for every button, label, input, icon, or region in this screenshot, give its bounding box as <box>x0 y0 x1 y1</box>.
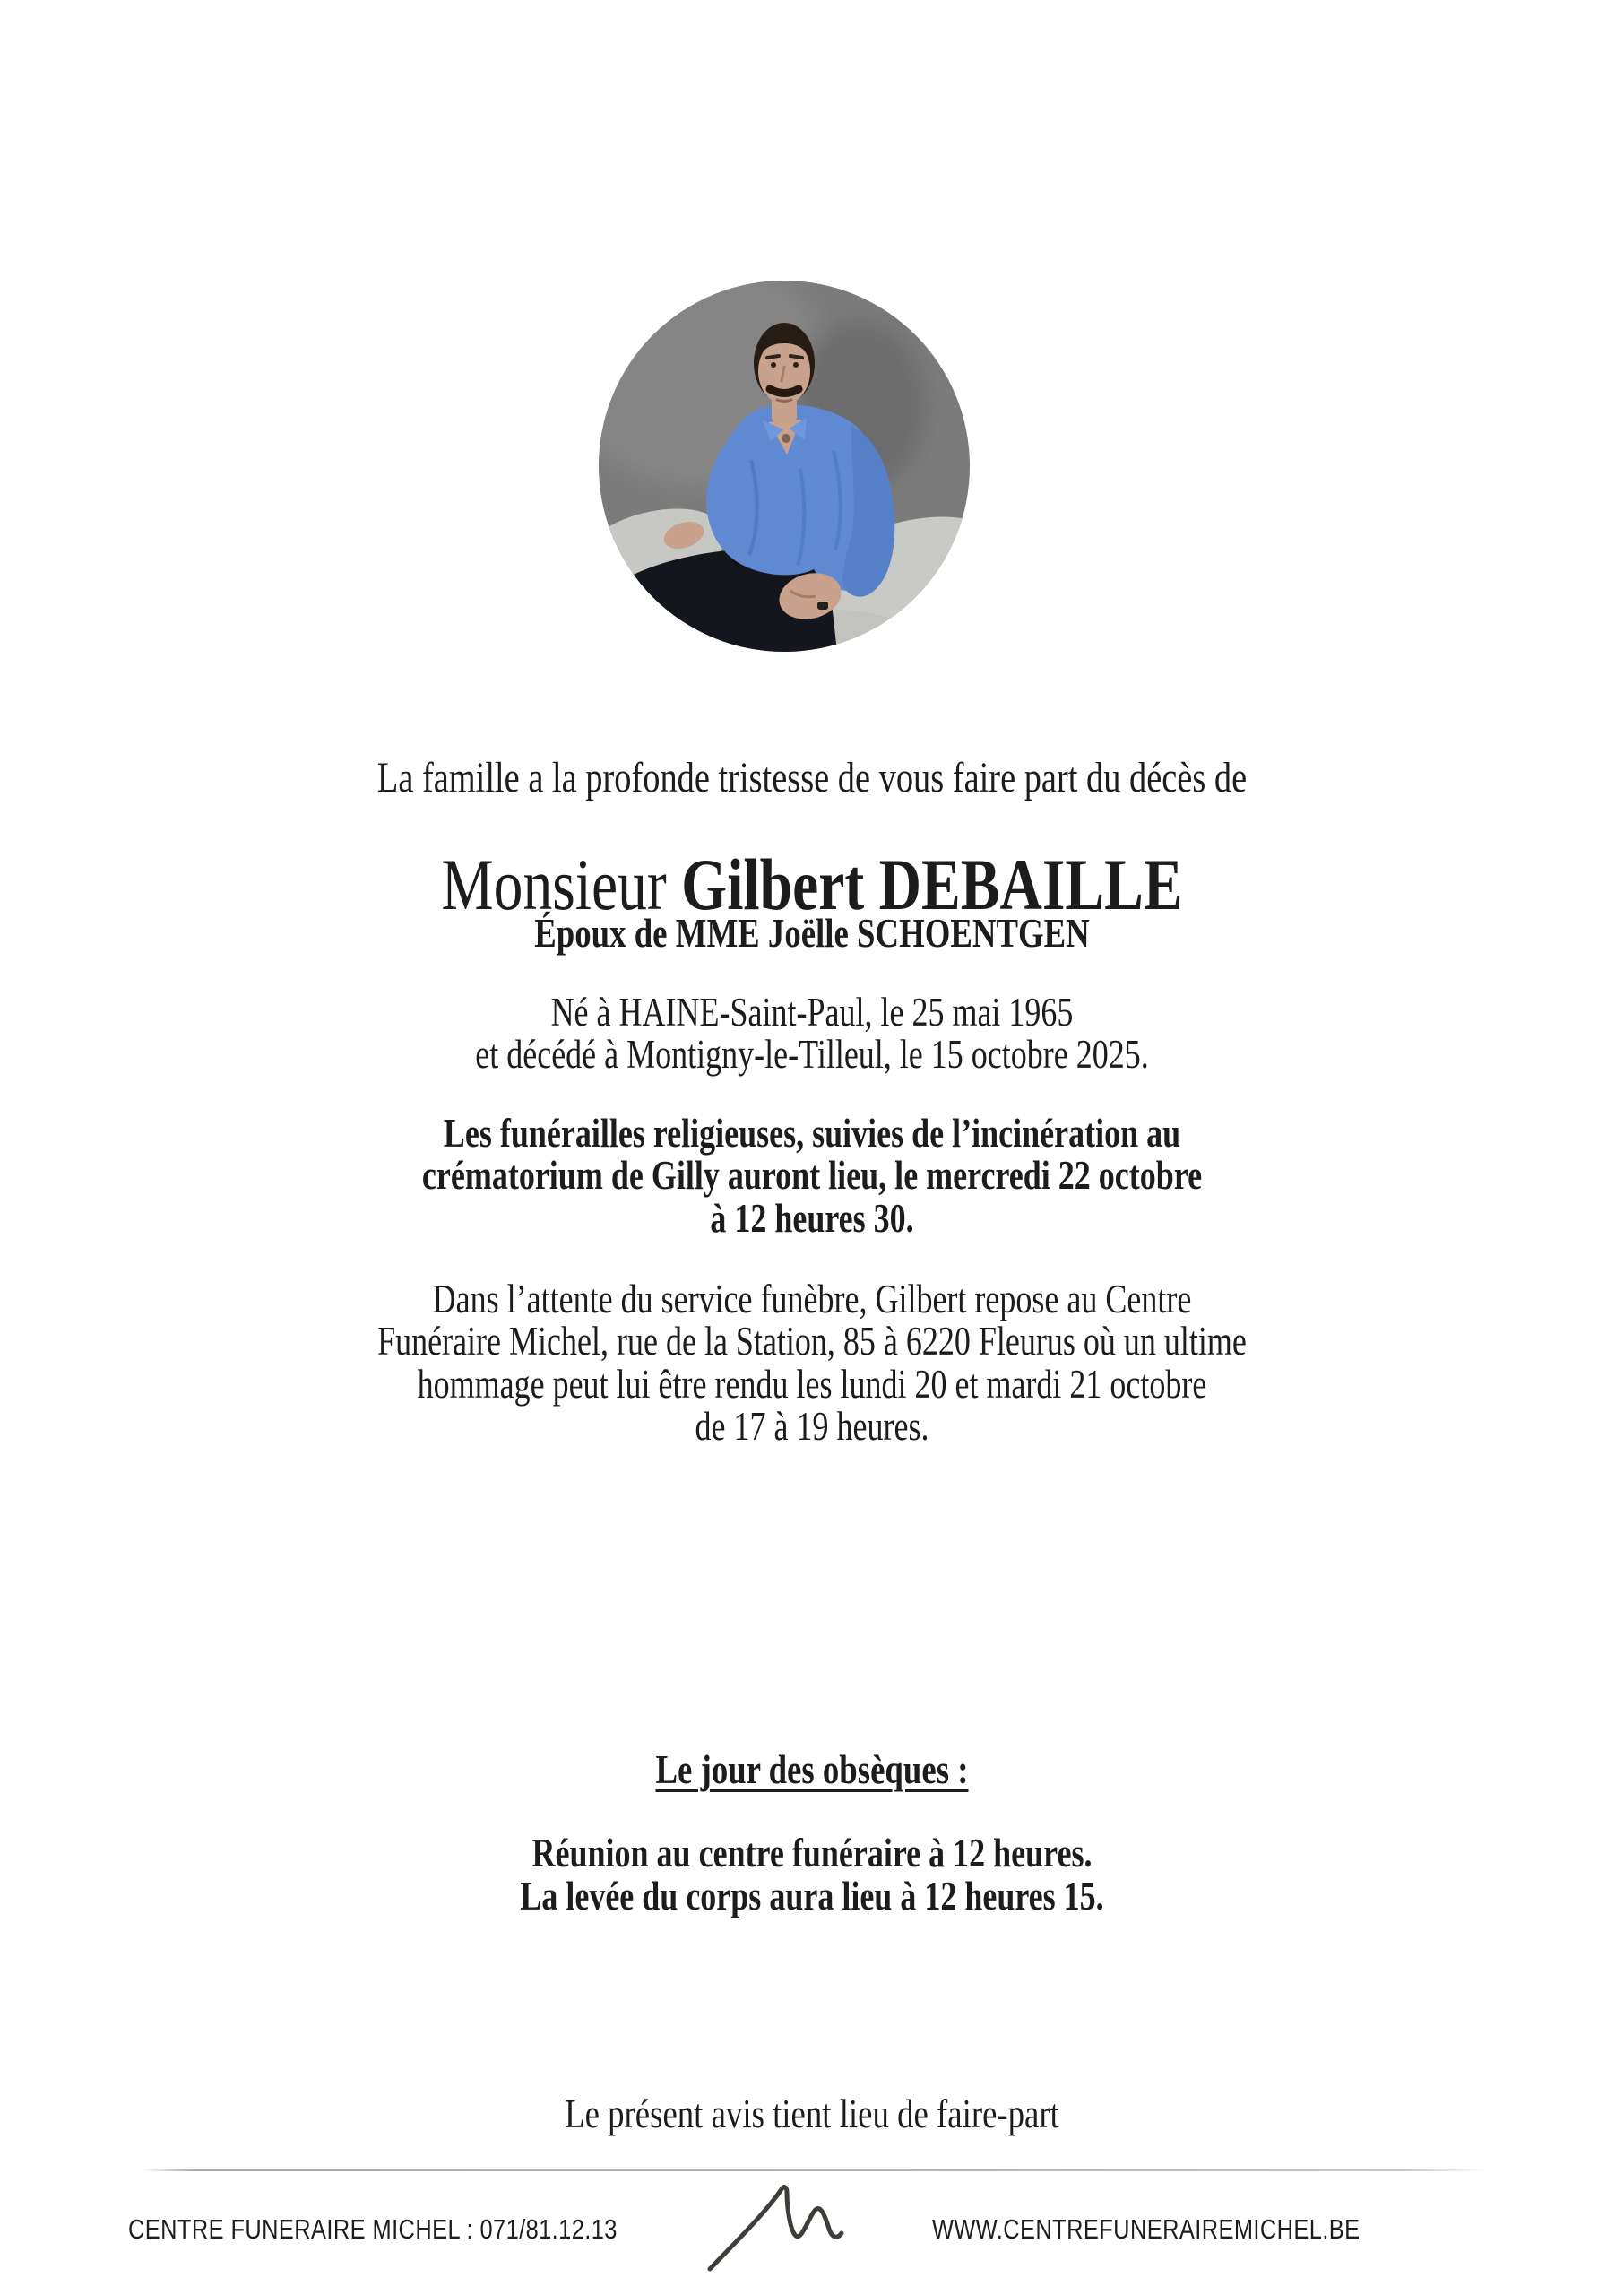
repose-line-1: Dans l’attente du service funèbre, Gilbert repose au Centre <box>432 1277 1192 1321</box>
ceremony-line-1: Réunion au centre funéraire à 12 heures. <box>531 1831 1093 1875</box>
spouse-line: Époux de MME Joëlle SCHOENTGEN <box>534 910 1090 956</box>
ceremony-line-2: La levée du corps aura lieu à 12 heures 15. <box>520 1874 1104 1919</box>
title-name: Gilbert DEBAILLE <box>681 844 1183 925</box>
repose-paragraph <box>162 1278 1462 1448</box>
portrait-photo <box>599 281 970 652</box>
ceremony-paragraph <box>162 1832 1462 1918</box>
funeral-line-1: Les funérailles religieuses, suivies de l’incinération au <box>443 1111 1181 1156</box>
closing-line: Le présent avis tient lieu de faire-part <box>565 2091 1059 2136</box>
ceremony-day-heading-text: Le jour des obsèques : <box>655 1746 969 1792</box>
funeral-line-3: à 12 heures 30. <box>710 1195 914 1241</box>
birth-line: Né à HAINE-Saint-Paul, le 25 mai 1965 <box>550 990 1074 1035</box>
footer-divider <box>141 2169 1488 2171</box>
repose-line-3: hommage peut lui être rendu les lundi 20 et mardi 21 octobre <box>417 1361 1207 1407</box>
funeral-line-2: crématorium de Gilly auront lieu, le mercredi 22 octobre <box>421 1153 1203 1199</box>
intro-line: La famille a la profonde tristesse de vous faire part du décès de <box>376 754 1248 801</box>
repose-line-2: Funéraire Michel, rue de la Station, 85 à 6220 Fleurus où un ultime <box>377 1319 1247 1364</box>
footer-website: WWW.CENTREFUNERAIREMICHEL.BE <box>932 2213 1361 2245</box>
death-line: et décédé à Montigny-le-Tilleul, le 15 octobre 2025. <box>475 1032 1149 1078</box>
footer-funeral-home-phone: CENTRE FUNERAIRE MICHEL : 071/81.12.13 <box>128 2213 618 2245</box>
repose-line-4: de 17 à 19 heures. <box>695 1403 929 1449</box>
ceremony-day-heading <box>162 1747 1462 1793</box>
signature-m-logo <box>706 2182 850 2272</box>
portrait-image <box>599 281 970 652</box>
title-honorific: Monsieur <box>441 844 682 925</box>
funeral-paragraph <box>162 1113 1462 1240</box>
birth-death-paragraph <box>162 992 1462 1077</box>
